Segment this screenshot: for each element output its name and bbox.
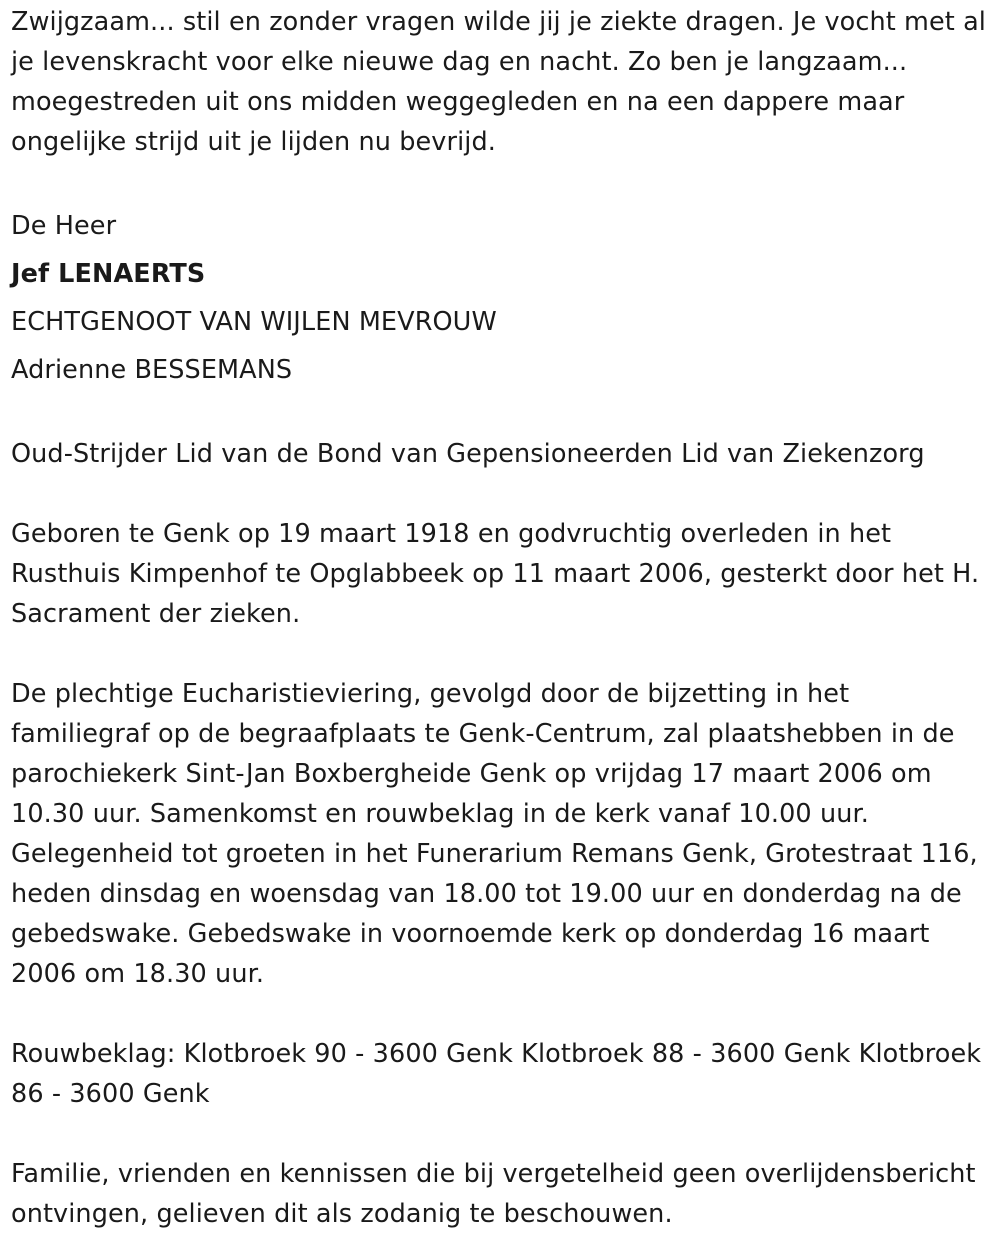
affiliations: Oud-Strijder Lid van de Bond van Gepensioneerden Lid van Ziekenzorg [11, 439, 925, 469]
condolences-paragraph: Rouwbeklag: Klotbroek 90 - 3600 Genk Klotbroek 88 - 3600 Genk Klotbroek 86 - 3600 Genk [11, 1039, 982, 1109]
salutation: De Heer [11, 211, 117, 241]
deceased-block [11, 202, 988, 394]
intro-poem: Zwijgzaam... stil en zonder vragen wilde jij je ziekte dragen. Je vocht met al je levenskracht voor elke nieuwe dag en nacht. Zo ben je langzaam... moegestreden uit ons midden weggegleden en na een dappere maar ongelijke strijd uit je lijden nu bevrijd. [11, 7, 986, 157]
closing-paragraph: Familie, vrienden en kennissen die bij vergetelheid geen overlijdensbericht ontvingen, gelieven dit als zodanig te beschouwen. [11, 1159, 976, 1229]
relation: ECHTGENOOT VAN WIJLEN MEVROUW [11, 307, 497, 337]
ceremony-paragraph: De plechtige Eucharistieviering, gevolgd door de bijzetting in het familiegraf op de begraafplaats te Genk-Centrum, zal plaatshebben in de parochiekerk Sint-Jan Boxbergheide Genk op vrijdag 17 maart 2006 om 10.30 uur. Samenkomst en rouwbeklag in de kerk vanaf 10.00 uur. Gelegenheid tot groeten in het Funerarium Remans Genk, Grotestraat 116, heden dinsdag en woensdag van 18.00 tot 19.00 uur en donderdag na de gebedswake. Gebedswake in voornoemde kerk op donderdag 16 maart 2006 om 18.30 uur. [11, 679, 978, 989]
spouse-name: Adrienne BESSEMANS [11, 355, 293, 385]
birth-death-paragraph: Geboren te Genk op 19 maart 1918 en godvruchtig overleden in het Rusthuis Kimpenhof te Opglabbeek op 11 maart 2006, gesterkt door het H. Sacrament der zieken. [11, 519, 980, 629]
deceased-name: Jef LENAERTS [11, 259, 206, 289]
